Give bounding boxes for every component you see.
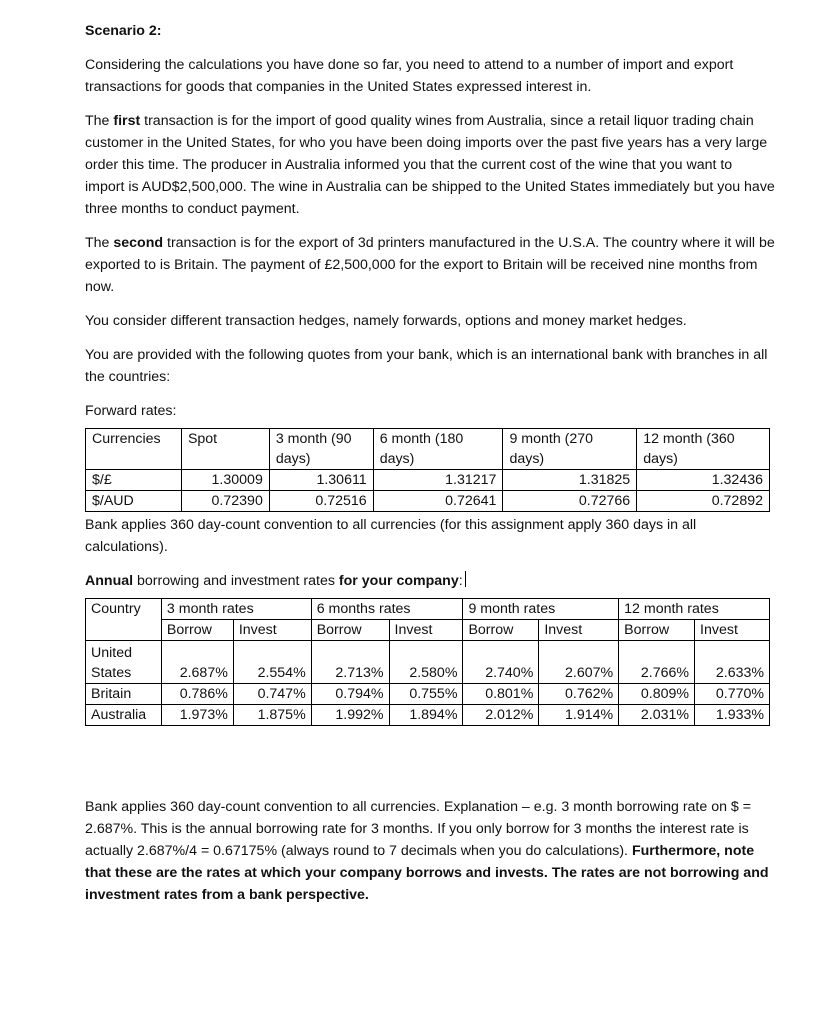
rate-cell: 2.713% [311,641,389,684]
hedges-paragraph: You consider different transaction hedges, namely forwards, options and money market hedges. [85,313,687,329]
invest-header: Invest [539,620,619,641]
first-transaction-paragraph [85,110,775,220]
rate-cell: 1.894% [389,705,463,726]
rate-cell: 0.801% [463,684,539,705]
rate-cell: 0.72892 [637,491,770,512]
borrow-header: Borrow [311,620,389,641]
second-transaction-paragraph [85,232,775,298]
rate-cell: 1.31825 [503,470,637,491]
period-header: 6 months rates [311,599,463,620]
first-post: transaction is for the import of good quality wines from Australia, since a retail liquor trading chain customer in the United States, for who you have been doing imports over the past five years has a very large order this time. The producer in Australia informed you that the current cost of the wine that you want to import is AUD$2,500,000. The wine in Australia can be shipped to the United States immediately but you have three months to conduct payment. [85,113,775,217]
rate-cell: 2.687% [161,641,233,684]
table-row [86,705,770,726]
country-cell: Australia [86,705,162,726]
first-pre: The [85,113,114,129]
forward-header-cell: Currencies [86,429,182,470]
borrow-header: Borrow [619,620,695,641]
invest-header: Invest [233,620,311,641]
explanation-paragraph [85,796,775,906]
annual-mid: borrowing and investment rates [133,573,339,589]
borrow-header: Borrow [463,620,539,641]
explanation-bold: Furthermore, note that these are the rates at which your company borrows and invests. The rates are not borrowing and investment rates from a bank perspective. [85,843,769,903]
day-count-note: Bank applies 360 day-count convention to all currencies (for this assignment apply 360 days in all calculations). [85,517,697,555]
forward-rates-label: Forward rates: [85,403,177,419]
forward-header-cell: 9 month (270 days) [503,429,637,470]
forward-header-cell: 6 month (180 days) [373,429,503,470]
country-header-blank [86,620,162,641]
table-row [86,641,770,684]
country-line: States [91,665,132,681]
rate-cell: 1.875% [233,705,311,726]
rate-cell: 2.740% [463,641,539,684]
explanation-text: Bank applies 360 day-count convention to all currencies. Explanation – e.g. 3 month borrowing rate on $ = 2.687%. This is the annual borrowing rate for 3 months. If you only borrow for 3 months the interest rate is actually 2.687%/4 = 0.67175% (always round to 7 decimals when you do calculations). [85,799,752,859]
currency-cell: $/£ [86,470,182,491]
country-cell [86,641,162,684]
rate-cell: 0.786% [161,684,233,705]
rate-cell: 1.973% [161,705,233,726]
second-pre: The [85,235,114,251]
rate-cell: 0.747% [233,684,311,705]
rate-cell: 1.32436 [637,470,770,491]
table-row [86,491,770,512]
rate-cell: 0.72516 [269,491,373,512]
annual-rates-label [85,570,775,592]
rate-cell: 1.30611 [269,470,373,491]
rate-cell: 0.72390 [181,491,269,512]
rate-cell: 2.031% [619,705,695,726]
rate-cell: 1.992% [311,705,389,726]
borrow-header: Borrow [161,620,233,641]
forward-header-cell: 3 month (90 days) [269,429,373,470]
table-row [86,470,770,491]
country-line: United [91,645,133,661]
rate-cell: 2.580% [389,641,463,684]
rate-cell: 0.770% [695,684,770,705]
scenario-title: Scenario 2: [85,23,162,39]
table-row [86,684,770,705]
document-page [85,20,775,918]
text-cursor [465,571,466,587]
rate-cell: 0.809% [619,684,695,705]
rate-cell: 0.72766 [503,491,637,512]
rate-cell: 2.766% [619,641,695,684]
first-bold: first [113,113,141,129]
rate-cell: 1.31217 [373,470,503,491]
period-header: 9 month rates [463,599,619,620]
rate-cell: 2.607% [539,641,619,684]
forward-header-cell: 12 month (360 days) [637,429,770,470]
rate-cell: 2.012% [463,705,539,726]
annual-bold: Annual [85,573,134,589]
forward-header-row [86,429,770,470]
rate-cell: 0.755% [389,684,463,705]
rate-cell: 2.633% [695,641,770,684]
rate-cell: 0.762% [539,684,619,705]
intro-paragraph: Considering the calculations you have done so far, you need to attend to a number of import and export transactions for goods that companies in the United States expressed interest in. [85,57,734,95]
period-header: 3 month rates [161,599,311,620]
rate-cell: 0.72641 [373,491,503,512]
rate-cell: 1.914% [539,705,619,726]
annual-bold-company: for your company [338,573,459,589]
quotes-paragraph: You are provided with the following quotes from your bank, which is an international bank with branches in all the countries: [85,347,768,385]
borrowing-investment-table [85,598,770,726]
period-header-row [86,599,770,620]
annual-end: : [458,573,463,589]
invest-header: Invest [389,620,463,641]
blank-space [85,726,775,796]
currency-cell: $/AUD [86,491,182,512]
country-cell: Britain [86,684,162,705]
rate-cell: 2.554% [233,641,311,684]
forward-header-cell: Spot [181,429,269,470]
rate-cell: 1.933% [695,705,770,726]
invest-header: Invest [695,620,770,641]
period-header: 12 month rates [619,599,770,620]
rate-cell: 1.30009 [181,470,269,491]
second-bold: second [113,235,164,251]
country-header: Country [86,599,162,620]
second-post: transaction is for the export of 3d printers manufactured in the U.S.A. The country where it will be exported to is Britain. The payment of £2,500,000 for the export to Britain will be received nine months from now. [85,235,775,295]
forward-rates-table [85,428,770,512]
rate-cell: 0.794% [311,684,389,705]
sub-header-row [86,620,770,641]
